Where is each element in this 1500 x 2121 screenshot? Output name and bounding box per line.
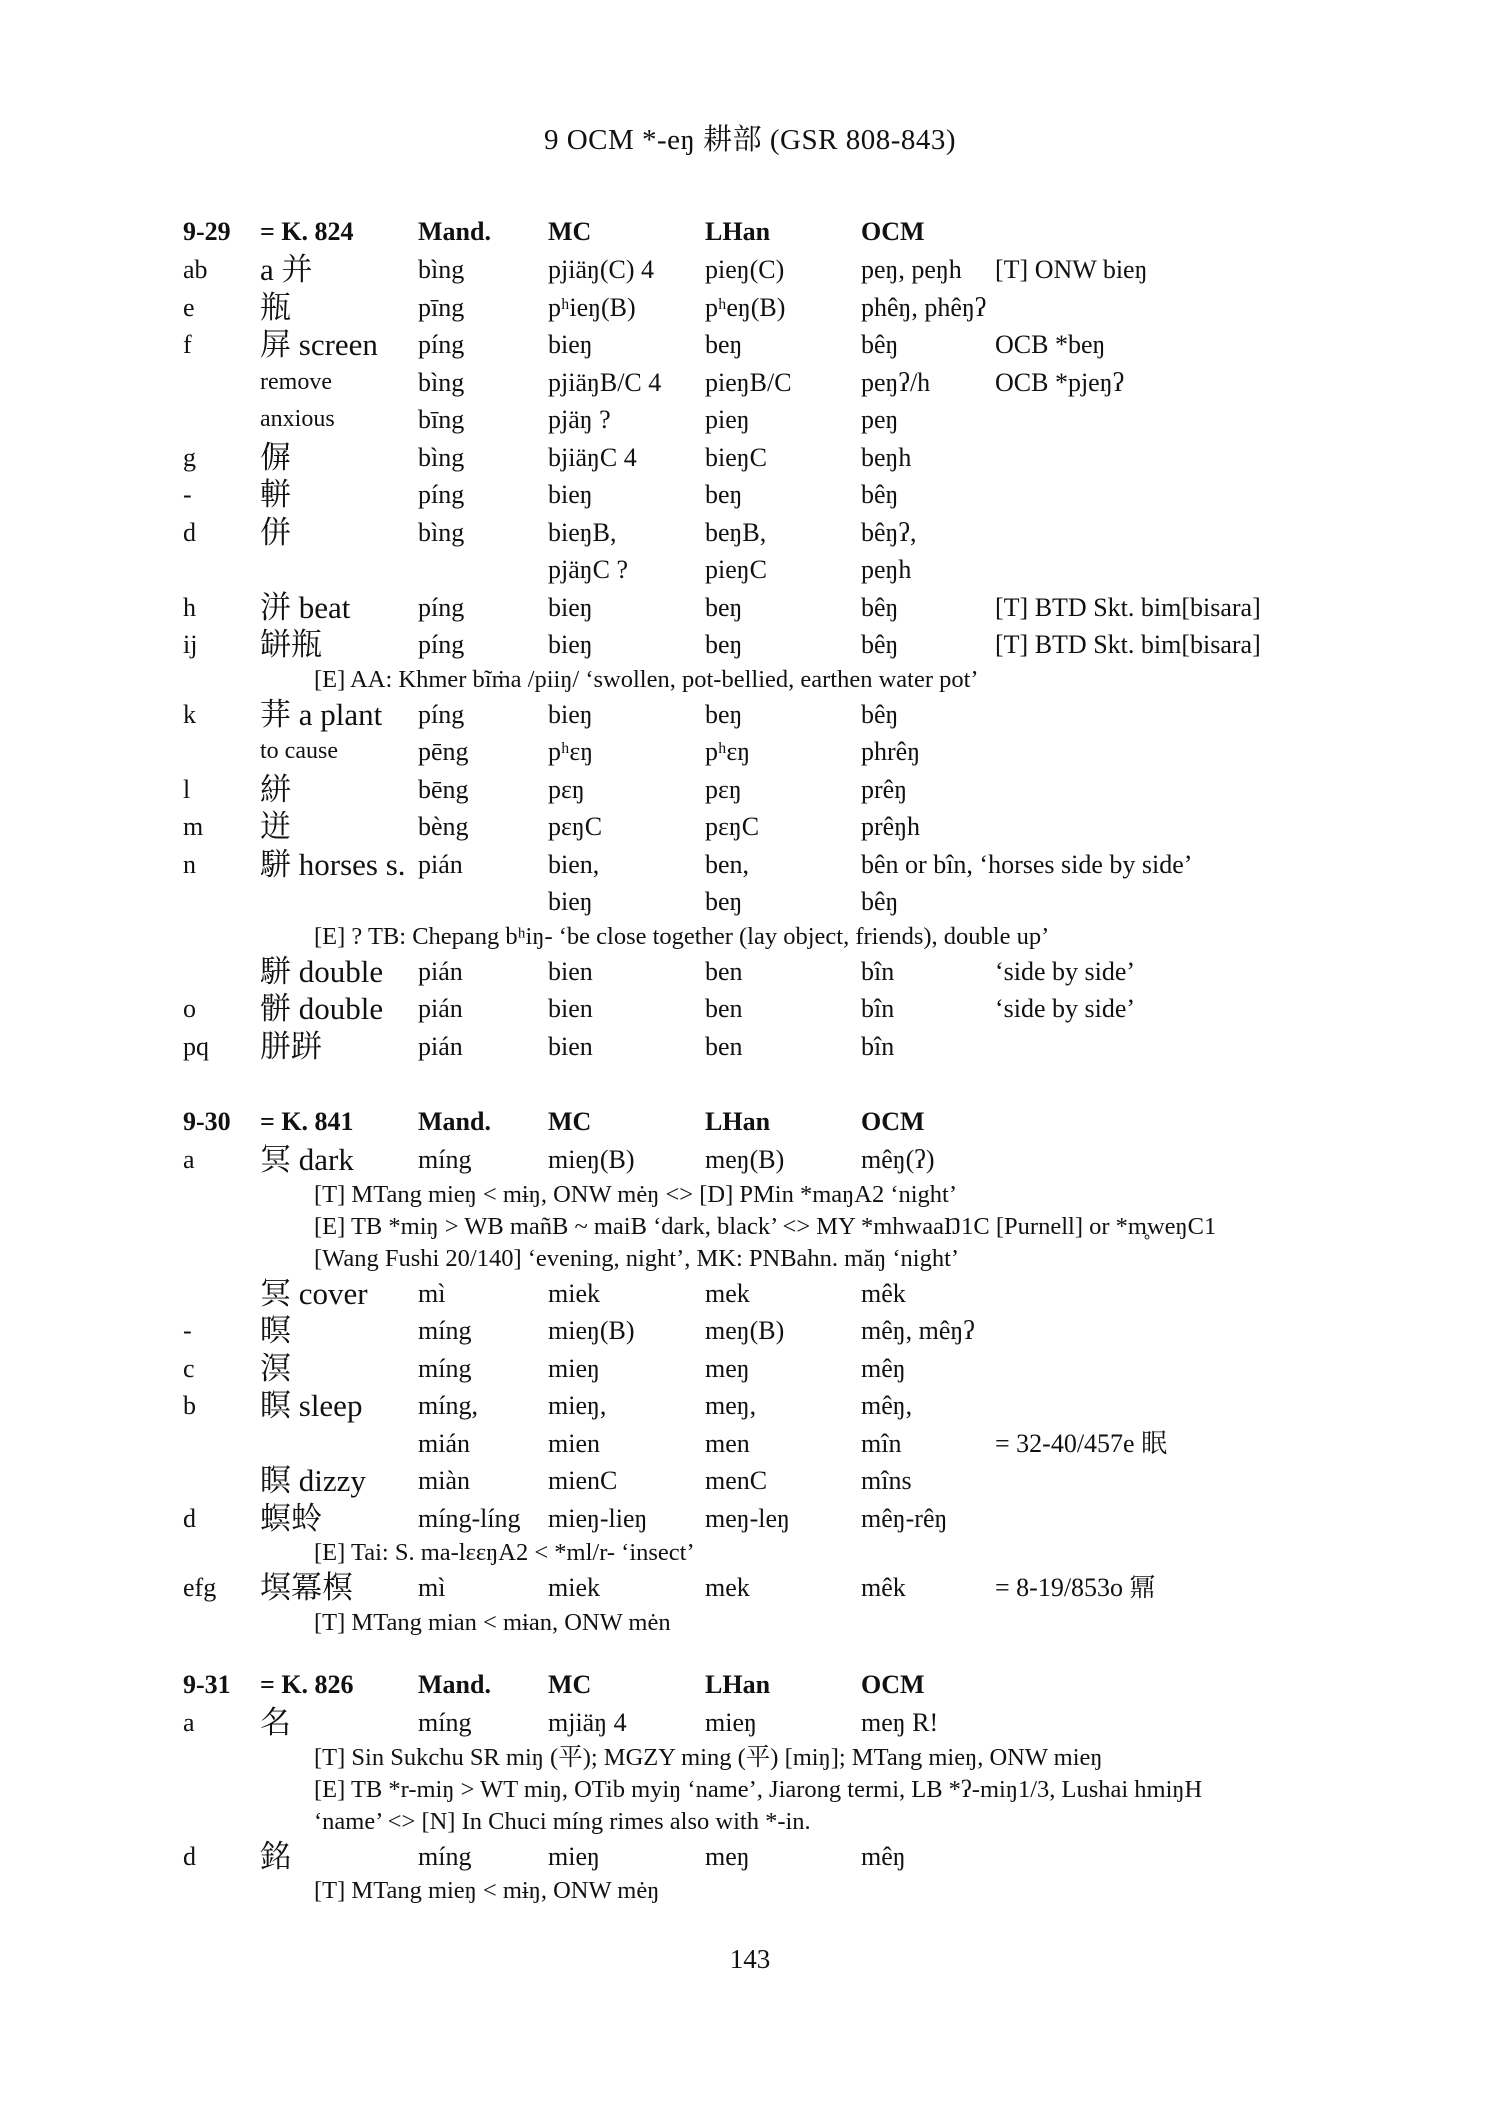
note-line: [E] TB *r-miŋ > WT miŋ, OTib myiŋ ‘name’, Jiarong termi, LB *ʔ-miŋ1/3, Lushai hmiŋH: [314, 1775, 1203, 1803]
cell-graph: 迸: [260, 809, 291, 844]
note-line: [E] ? TB: Chepang bʰiŋ- ‘be close together (lay object, friends), double up’: [314, 922, 1050, 950]
cell-lhan: beŋ: [705, 630, 743, 659]
cell-mc: mien: [548, 1428, 600, 1458]
cell-graph: 瞑 sleep: [260, 1388, 363, 1423]
entry-row: [183, 1569, 1333, 1607]
header-ocm: OCM: [861, 217, 925, 246]
header-mc: MC: [548, 217, 592, 246]
entry-row: [183, 1425, 1333, 1463]
cell-mc: mieŋ(B): [548, 1316, 635, 1345]
cell-ocm: bîn: [861, 994, 895, 1023]
cell-entry-id: g: [183, 442, 196, 472]
cell-lhan: mek: [705, 1573, 750, 1602]
cell-graph: 瓶: [260, 289, 291, 325]
cell-mandarin: míng: [418, 1708, 472, 1737]
cell-graph: 屏 screen: [260, 327, 378, 362]
cell-lhan: pɛŋ: [705, 774, 742, 804]
cell-graph: 胼跰: [260, 1028, 322, 1064]
cell-graph: 偋: [260, 439, 291, 475]
cell-ocm: phêŋ, phêŋʔ: [861, 292, 987, 322]
entry-row: [183, 733, 1333, 771]
cell-graph: anxious: [260, 406, 335, 432]
cell-note: = 8-19/853o 鼏: [995, 1573, 1156, 1602]
cell-mandarin: bìng: [418, 367, 465, 397]
cell-ocm: peŋʔ/h: [861, 367, 931, 397]
cell-lhan: meŋ,: [705, 1391, 757, 1420]
cell-mc: mienC: [548, 1466, 618, 1495]
entry-section: [183, 1665, 1333, 1907]
cell-graph: to cause: [260, 738, 338, 764]
cell-mandarin: píng: [418, 630, 465, 659]
cell-graph: 螟蛉: [260, 1500, 322, 1536]
cell-entry-id: d: [183, 517, 196, 547]
entry-row: [183, 1350, 1333, 1388]
cell-lhan: pieŋC: [705, 555, 767, 584]
cell-entry-id: pq: [183, 1031, 209, 1061]
cell-note: [T] ONW bieŋ: [995, 255, 1148, 284]
cell-lhan: pieŋ(C): [705, 255, 785, 284]
cell-lhan: beŋ: [705, 699, 743, 729]
cell-lhan: beŋB,: [705, 517, 767, 547]
entry-row: [183, 1028, 1333, 1066]
header-mc: MC: [548, 1107, 592, 1136]
cell-graph: a 并: [260, 252, 313, 287]
entry-row: [183, 1312, 1333, 1350]
cell-mc: bien: [548, 1031, 593, 1061]
cell-entry-id: a: [183, 1708, 195, 1737]
entry-row: [183, 589, 1333, 627]
note-line: [T] MTang mian < mɨan, ONW mėn: [314, 1608, 671, 1636]
cell-lhan: mieŋ: [705, 1708, 757, 1737]
header-id: 9-29: [183, 217, 231, 246]
cell-entry-id: c: [183, 1353, 195, 1383]
cell-mc: bien,: [548, 849, 600, 879]
cell-mandarin: miàn: [418, 1466, 470, 1495]
cell-lhan: ben: [705, 956, 743, 986]
entry-row: [183, 1838, 1333, 1876]
cell-mc: bieŋ: [548, 330, 593, 359]
cell-mandarin: bèng: [418, 812, 469, 841]
header-lhan: LHan: [705, 1107, 771, 1136]
cell-graph: 絣: [260, 771, 291, 807]
entry-row: [183, 990, 1333, 1028]
cell-ocm: bêŋ: [861, 592, 899, 622]
entry-row: [183, 1275, 1333, 1313]
header-ocm: OCM: [861, 1107, 925, 1136]
cell-mc: bien: [548, 994, 593, 1023]
cell-entry-id: ij: [183, 630, 198, 659]
entry-row: [183, 1387, 1333, 1425]
entry-section: [183, 212, 1333, 1065]
entry-row: [183, 439, 1333, 477]
cell-note: [T] BTD Skt. bim[bisara]: [995, 630, 1261, 659]
cell-ocm: prêŋ: [861, 774, 908, 804]
note-line: [T] MTang mieŋ < mɨŋ, ONW mėŋ: [314, 1877, 660, 1904]
cell-entry-id: f: [183, 330, 192, 359]
header-id: 9-31: [183, 1670, 231, 1699]
cell-lhan: ben: [705, 994, 743, 1023]
cell-lhan: meŋ(B): [705, 1145, 785, 1174]
cell-graph: 暝: [260, 1313, 291, 1348]
cell-mandarin: míng: [418, 1145, 472, 1174]
cell-note: [T] BTD Skt. bim[bisara]: [995, 592, 1261, 622]
cell-mc: pʰieŋ(B): [548, 292, 636, 322]
cell-mc: pʰɛŋ: [548, 737, 594, 766]
section-header: [183, 1665, 1333, 1704]
note-line: [T] Sin Sukchu SR miŋ (平); MGZY ming (平) [miŋ]; MTang mieŋ, ONW mieŋ: [314, 1743, 1103, 1771]
header-k: = K. 841: [260, 1107, 354, 1136]
cell-lhan: meŋ(B): [705, 1316, 785, 1345]
section-header: [183, 212, 1333, 251]
cell-mc: bieŋ: [548, 699, 593, 729]
cell-mc: bieŋ: [548, 630, 593, 659]
cell-graph: 瞑 dizzy: [260, 1463, 366, 1498]
cell-entry-id: l: [183, 774, 191, 804]
cell-mandarin: bìng: [418, 255, 465, 284]
cell-ocm: mêŋ,: [861, 1391, 913, 1420]
entry-row: [183, 771, 1333, 809]
cell-mc: mjiäŋ 4: [548, 1708, 627, 1737]
cell-mc: bieŋ: [548, 887, 593, 916]
header-k: = K. 824: [260, 217, 354, 246]
cell-ocm: mêŋ(ʔ): [861, 1145, 935, 1174]
entry-row: [183, 883, 1333, 921]
cell-lhan: beŋ: [705, 480, 743, 509]
entry-row: [183, 1462, 1333, 1500]
entry-row: [183, 953, 1333, 991]
cell-lhan: bieŋC: [705, 442, 767, 472]
cell-graph: 荓 a plant: [260, 696, 383, 732]
cell-entry-id: -: [183, 480, 192, 509]
note-line: [T] MTang mieŋ < mɨŋ, ONW mėŋ <> [D] PMin *maŋA2 ‘night’: [314, 1180, 958, 1208]
entry-row: [183, 551, 1333, 589]
cell-mandarin: mì: [418, 1573, 446, 1602]
cell-lhan: meŋ-leŋ: [705, 1503, 790, 1533]
cell-ocm: beŋh: [861, 442, 912, 472]
cell-graph: 冥 cover: [260, 1275, 368, 1311]
cell-ocm: mêk: [861, 1573, 906, 1602]
cell-graph: 骿 double: [260, 991, 384, 1026]
section-header: [183, 1102, 1333, 1141]
cell-mc: miek: [548, 1278, 600, 1308]
cell-ocm: bêŋ: [861, 330, 899, 359]
cell-lhan: meŋ: [705, 1353, 750, 1383]
cell-entry-id: h: [183, 592, 196, 622]
cell-graph: 軿: [260, 477, 291, 512]
cell-mandarin: pián: [418, 849, 463, 879]
cell-ocm: mêŋ: [861, 1841, 906, 1871]
entry-row: [183, 364, 1333, 402]
cell-ocm: phrêŋ: [861, 737, 921, 766]
header-mand: Mand.: [418, 217, 491, 246]
cell-mandarin: píng: [418, 699, 465, 729]
cell-mc: mieŋ,: [548, 1391, 607, 1420]
cell-mc: mieŋ(B): [548, 1145, 635, 1174]
cell-ocm: bêŋ: [861, 630, 899, 659]
entry-row: [183, 326, 1333, 364]
cell-mandarin: pīng: [418, 292, 465, 322]
cell-mc: pjäŋ ?: [548, 405, 611, 434]
entry-row: [183, 289, 1333, 327]
entry-row: [183, 401, 1333, 439]
cell-note: OCB *pjeŋʔ: [995, 367, 1125, 397]
cell-mc: pjiäŋ(C) 4: [548, 255, 655, 284]
cell-mc: pjiäŋB/C 4: [548, 367, 662, 397]
cell-graph: 銘: [260, 1838, 291, 1874]
cell-mandarin: bìng: [418, 442, 465, 472]
cell-ocm: bêŋ: [861, 887, 899, 916]
cell-ocm: mêŋ, mêŋʔ: [861, 1316, 975, 1345]
cell-graph: 名: [260, 1705, 291, 1740]
cell-mc: bieŋ: [548, 592, 593, 622]
header-lhan: LHan: [705, 217, 771, 246]
cell-lhan: pʰeŋ(B): [705, 292, 786, 322]
entry-row: [183, 846, 1333, 884]
cell-ocm: bêŋʔ,: [861, 517, 917, 547]
cell-mandarin: míng: [418, 1353, 472, 1383]
header-ocm: OCM: [861, 1670, 925, 1699]
cell-mc: mieŋ-lieŋ: [548, 1503, 648, 1533]
cell-mc: bjiäŋC 4: [548, 442, 637, 472]
cell-lhan: pieŋ: [705, 405, 750, 434]
entry-row: [183, 1704, 1333, 1742]
cell-graph: 溟: [260, 1350, 291, 1386]
cell-ocm: meŋ R!: [861, 1708, 939, 1737]
entry-row: [183, 1141, 1333, 1179]
cell-mandarin: bīng: [418, 405, 465, 434]
cell-graph: remove: [260, 368, 332, 395]
note-line: [E] AA: Khmer bĩṁa /piiŋ/ ‘swollen, pot-bellied, earthen water pot’: [314, 665, 979, 693]
cell-mc: bien: [548, 956, 593, 986]
cell-ocm: prêŋh: [861, 812, 921, 841]
cell-entry-id: e: [183, 292, 195, 322]
cell-ocm: mîns: [861, 1466, 912, 1495]
cell-lhan: ben,: [705, 849, 750, 879]
cell-graph: 塓冪榠: [260, 1570, 353, 1605]
cell-note: ‘side by side’: [995, 956, 1136, 986]
cell-entry-id: m: [183, 812, 204, 841]
cell-ocm: peŋ: [861, 405, 899, 434]
entry-row: [183, 626, 1333, 664]
entry-row: [183, 808, 1333, 846]
cell-mandarin: míng-líng: [418, 1503, 521, 1533]
cell-mandarin: mián: [418, 1428, 470, 1458]
cell-mandarin: píng: [418, 592, 465, 622]
cell-entry-id: b: [183, 1391, 196, 1420]
cell-graph: 併: [260, 514, 291, 550]
header-k: = K. 826: [260, 1670, 354, 1699]
cell-mandarin: píng: [418, 480, 465, 509]
cell-mandarin: bìng: [418, 517, 465, 547]
cell-mandarin: míng,: [418, 1391, 478, 1420]
cell-mc: mieŋ: [548, 1841, 600, 1871]
entry-section: [183, 1102, 1333, 1639]
cell-entry-id: k: [183, 699, 196, 729]
cell-entry-id: efg: [183, 1573, 217, 1602]
cell-graph: 洴 beat: [260, 589, 351, 625]
cell-ocm: mîn: [861, 1428, 902, 1458]
cell-entry-id: -: [183, 1316, 192, 1345]
cell-ocm: bîn: [861, 956, 895, 986]
entry-row: [183, 251, 1333, 289]
cell-mc: bieŋ: [548, 480, 593, 509]
cell-note: OCB *beŋ: [995, 330, 1106, 359]
cell-graph: 冥 dark: [260, 1142, 354, 1177]
cell-mc: miek: [548, 1573, 600, 1602]
cell-mc: pɛŋ: [548, 774, 585, 804]
cell-note: = 32-40/457e 眠: [995, 1428, 1168, 1458]
cell-entry-id: d: [183, 1503, 196, 1533]
cell-mandarin: bēng: [418, 774, 469, 804]
cell-entry-id: a: [183, 1145, 195, 1174]
cell-note: ‘side by side’: [995, 994, 1136, 1023]
cell-entry-id: n: [183, 849, 196, 879]
cell-mc: pɛŋC: [548, 812, 603, 841]
cell-lhan: beŋ: [705, 330, 743, 359]
cell-graph: 缾瓶: [260, 627, 322, 662]
page-header: 9 OCM *-eŋ 耕部 (GSR 808-843): [543, 124, 957, 156]
header-lhan: LHan: [705, 1670, 771, 1699]
cell-lhan: beŋ: [705, 887, 743, 916]
note-line: [E] TB *miŋ > WB mañB ~ maiB ‘dark, black’ <> MY *mhwaaŊ1C [Purnell] or *m̥weŋC1: [314, 1212, 1217, 1240]
cell-mandarin: mì: [418, 1278, 446, 1308]
cell-mc: mieŋ: [548, 1353, 600, 1383]
cell-lhan: pʰɛŋ: [705, 737, 751, 766]
cell-entry-id: ab: [183, 255, 208, 284]
header-id: 9-30: [183, 1107, 231, 1136]
cell-lhan: pieŋB/C: [705, 367, 792, 397]
entry-row: [183, 514, 1333, 552]
cell-mandarin: pián: [418, 1031, 463, 1061]
note-line: ‘name’ <> [N] In Chuci míng rimes also with *-in.: [314, 1807, 811, 1835]
cell-ocm: mêŋ: [861, 1353, 906, 1383]
cell-mandarin: pēng: [418, 737, 469, 766]
entry-row: [183, 1500, 1333, 1538]
cell-entry-id: d: [183, 1841, 196, 1871]
cell-ocm: bêŋ: [861, 480, 899, 509]
cell-lhan: men: [705, 1428, 750, 1458]
header-mand: Mand.: [418, 1670, 491, 1699]
cell-mandarin: píng: [418, 330, 465, 359]
cell-mandarin: pián: [418, 994, 463, 1023]
cell-ocm: mêk: [861, 1278, 906, 1308]
cell-ocm: peŋ, peŋh: [861, 255, 962, 284]
cell-ocm: bên or bîn, ‘horses side by side’: [861, 849, 1193, 879]
header-mc: MC: [548, 1670, 592, 1699]
entry-row: [183, 696, 1333, 734]
header-mand: Mand.: [418, 1107, 491, 1136]
cell-lhan: menC: [705, 1466, 768, 1495]
cell-lhan: mek: [705, 1278, 750, 1308]
cell-mandarin: míng: [418, 1316, 472, 1345]
page-number: 143: [729, 1944, 771, 1974]
cell-mandarin: pián: [418, 956, 463, 986]
cell-ocm: bîn: [861, 1031, 895, 1061]
cell-graph: 駢 horses s.: [260, 846, 406, 882]
cell-ocm: mêŋ-rêŋ: [861, 1503, 948, 1533]
cell-lhan: meŋ: [705, 1841, 750, 1871]
cell-mandarin: míng: [418, 1841, 472, 1871]
cell-mc: pjäŋC ?: [548, 555, 629, 584]
cell-lhan: ben: [705, 1031, 743, 1061]
entry-row: [183, 476, 1333, 514]
cell-ocm: peŋh: [861, 555, 912, 584]
cell-entry-id: o: [183, 994, 196, 1023]
cell-graph: 駢 double: [260, 953, 384, 989]
note-line: [Wang Fushi 20/140] ‘evening, night’, MK: PNBahn. măŋ ‘night’: [314, 1244, 960, 1272]
cell-lhan: pɛŋC: [705, 812, 760, 841]
cell-ocm: bêŋ: [861, 699, 899, 729]
note-line: [E] Tai: S. ma-lɛɛŋA2 < *ml/r- ‘insect’: [314, 1539, 695, 1566]
cell-lhan: beŋ: [705, 592, 743, 622]
cell-mc: bieŋB,: [548, 517, 617, 547]
